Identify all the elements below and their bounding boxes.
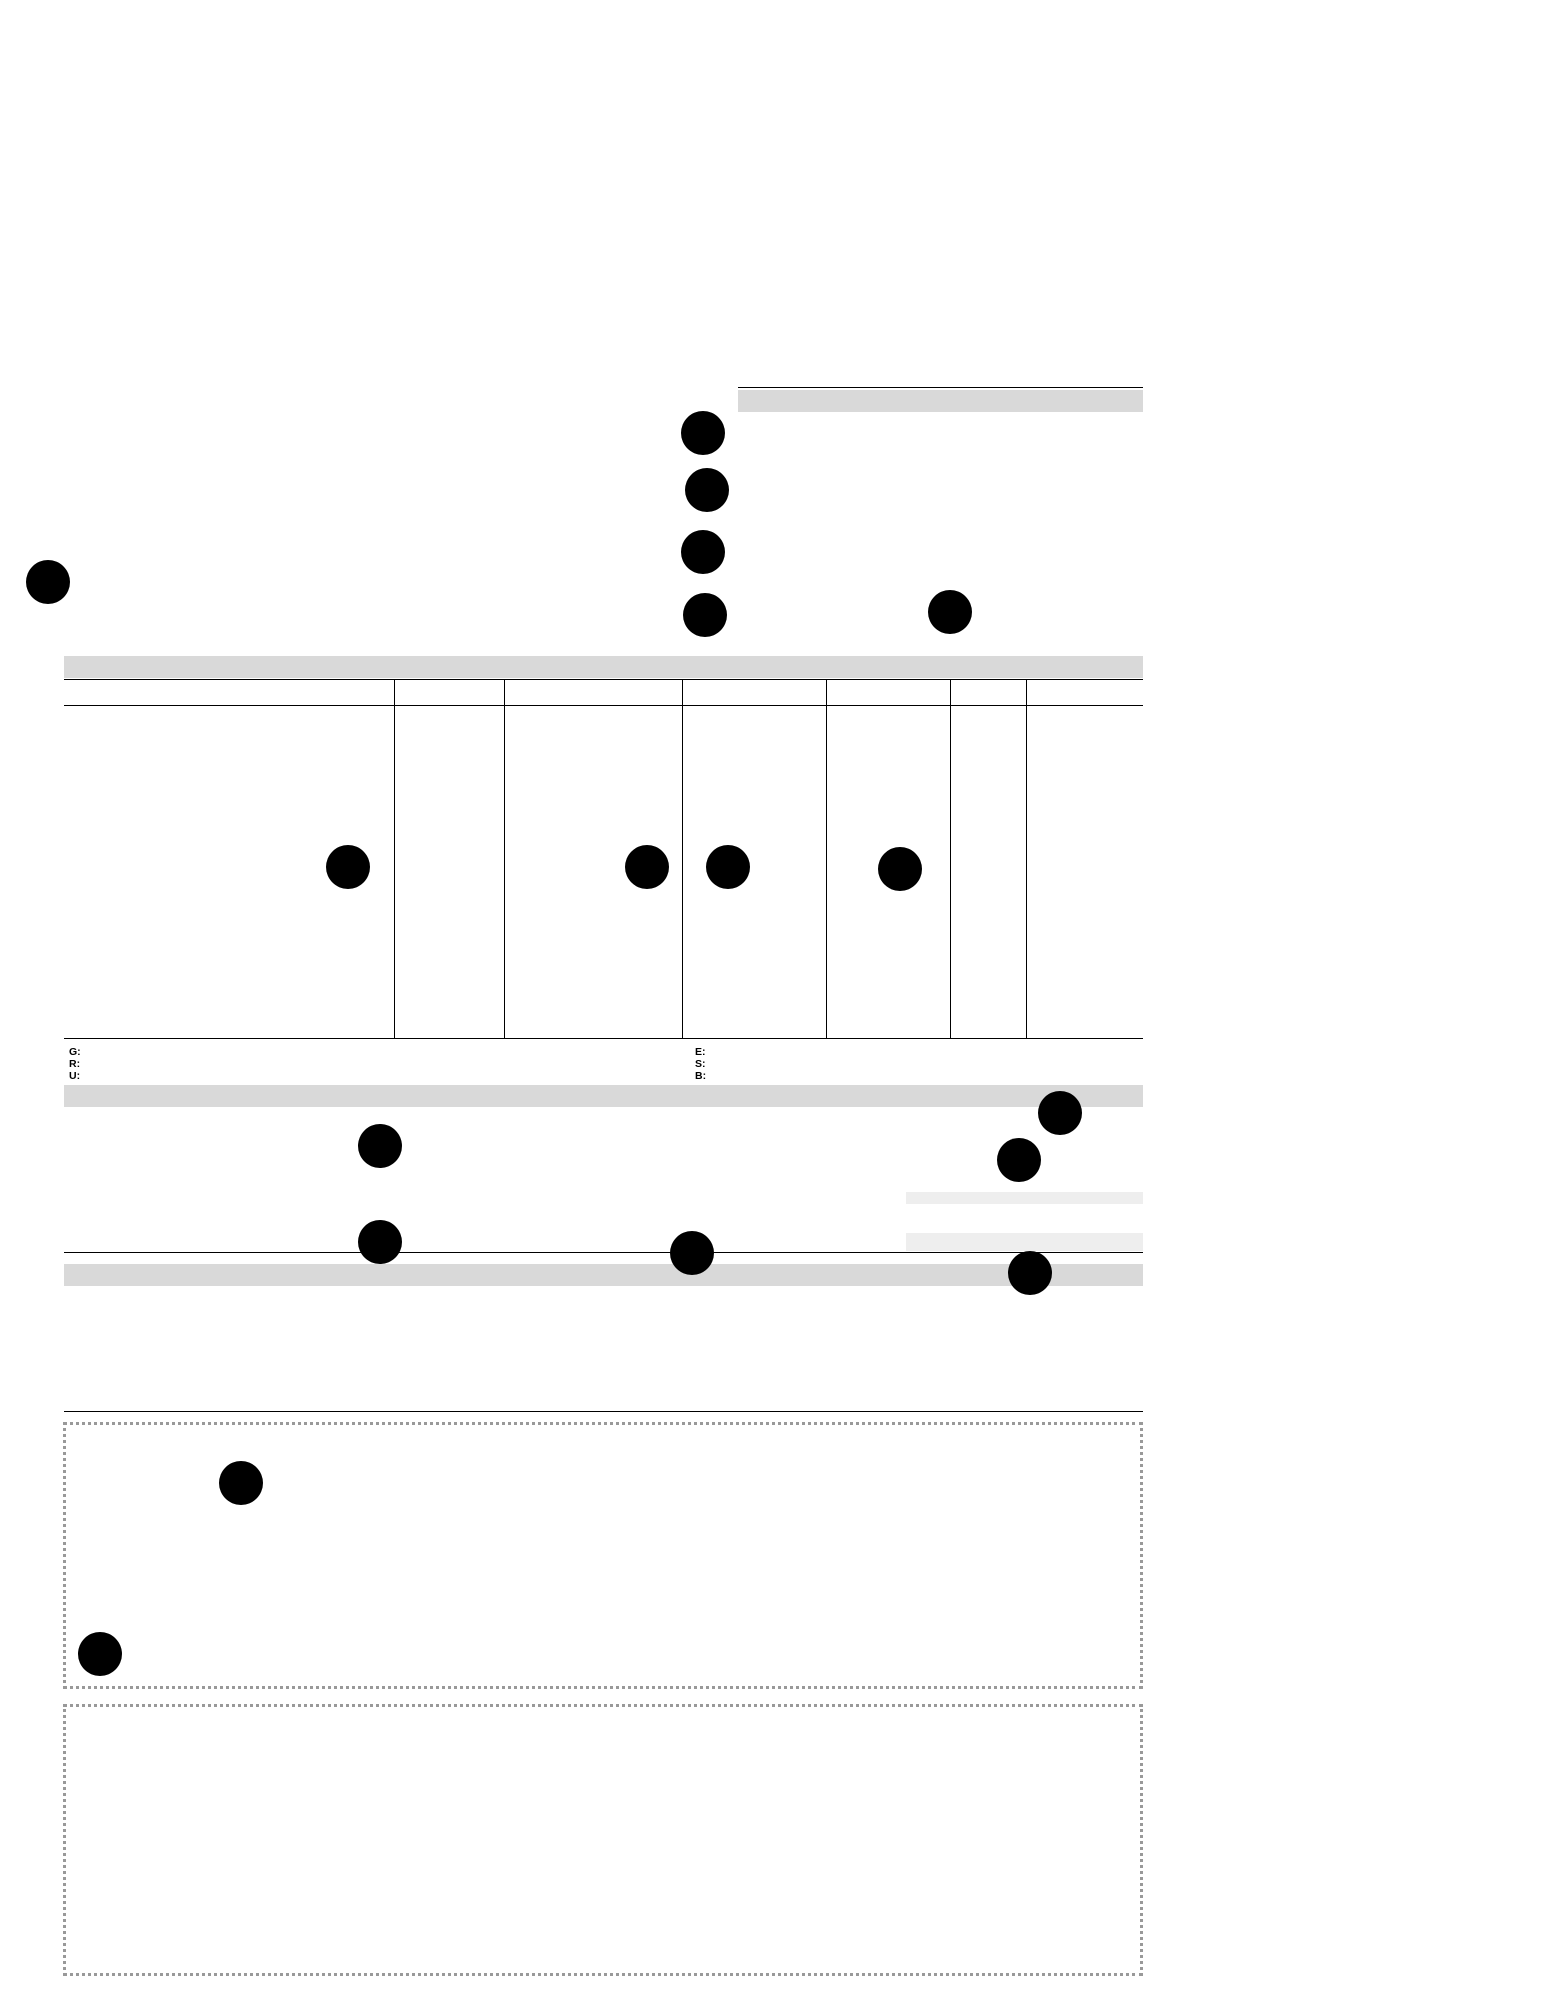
badge-9 [706, 845, 750, 889]
badge-7 [326, 845, 370, 889]
badge-13 [1008, 1251, 1052, 1295]
badge-12 [997, 1138, 1041, 1182]
badge-6 [928, 590, 972, 634]
badge-8 [625, 845, 669, 889]
badge-15 [358, 1220, 402, 1264]
badge-10 [878, 847, 922, 891]
badge-11 [1038, 1091, 1082, 1135]
badge-18 [78, 1632, 122, 1676]
badge-4 [681, 530, 725, 574]
badge-16 [670, 1231, 714, 1275]
badge-14 [358, 1124, 402, 1168]
badge-1 [26, 560, 70, 604]
badge-5 [683, 593, 727, 637]
badge-3 [685, 468, 729, 512]
code-legend-left: G: R: U: [69, 1046, 81, 1082]
code-legend-right: E: S: B: [695, 1046, 707, 1082]
badge-2 [681, 411, 725, 455]
coupon-strip-top [63, 1422, 1143, 1689]
badge-17 [219, 1461, 263, 1505]
coupon-strip-bottom [63, 1704, 1143, 1976]
